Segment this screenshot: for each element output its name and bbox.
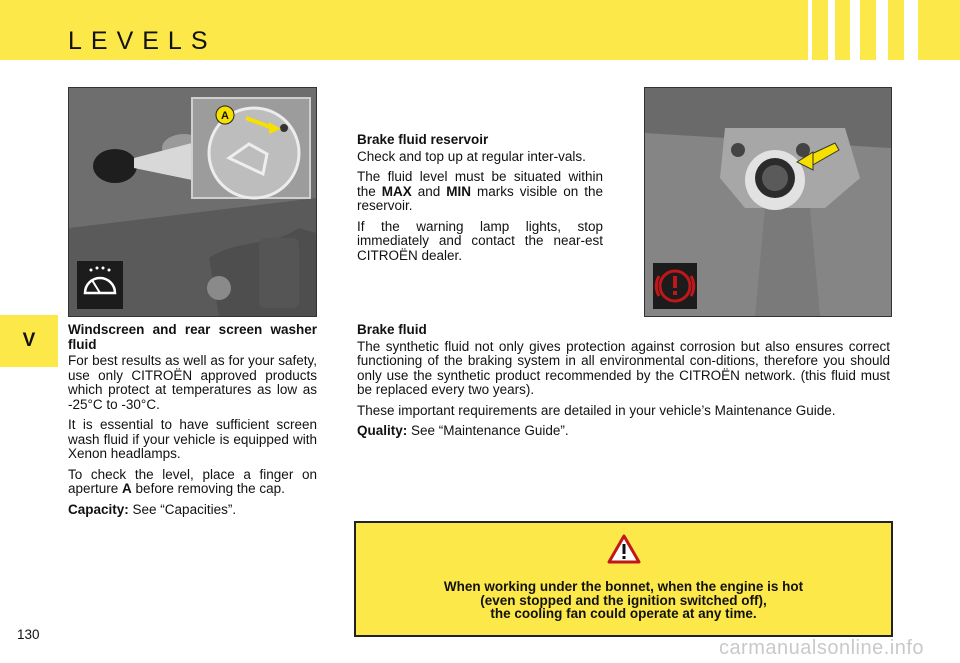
washer-fluid-p2: It is essential to have sufficient screen wash fluid if your vehicle is equipped with Xenon headlamps. [68,417,317,461]
brake-warning-icon [653,263,697,309]
brake-reservoir-p3: If the warning lamp lights, stop immediately and contact the near-est CITROËN dealer. [357,218,603,263]
brake-fluid-quality: Quality: See “Maintenance Guide”. [357,423,569,438]
header-stripes [808,0,938,60]
brake-fluid-section [357,323,890,445]
washer-fluid-p1: For best results as well as for your safety, use only CITROËN approved products which protect at temperatures as low as -25°C to -30°C. [68,353,317,412]
brake-reservoir-p1: Check and top up at regular inter-vals. [357,148,586,164]
brake-fluid-p1: The synthetic fluid not only gives protection against corrosion but also ensures correct functioning of the braking system in all environmental con-ditions, therefore you should only use the synthetic product recommended by the CITROËN network. (this fluid must be replaced every two years). [357,338,890,397]
warning-text: When working under the bonnet, when the engine is hot (even stopped and the ignition switched off), the cooling fan could operate at any time. [443,579,804,621]
brake-fluid-heading: Brake fluid [357,322,427,337]
brake-fluid-p2: These important requirements are detailed in your vehicle’s Maintenance Guide. [357,402,836,418]
brake-reservoir-section [357,133,603,269]
washer-fluid-p3: To check the level, place a finger on aperture A before removing the cap. [68,466,317,496]
brake-reservoir-heading: Brake fluid reservoir [357,132,489,147]
washer-fluid-icon [77,261,123,309]
aperture-letter: A [122,481,132,496]
page-title: LEVELS [68,27,217,55]
min-mark: MIN [446,183,471,199]
page-number: 130 [17,627,40,642]
section-tab: V [0,315,58,367]
warning-triangle-icon [607,534,641,564]
washer-reservoir-photo [68,87,317,317]
watermark: carmanualsonline.info [718,637,924,659]
washer-fluid-heading: Windscreen and rear screen washer fluid [68,322,317,352]
warning-box [354,521,893,637]
brake-reservoir-p2: The fluid level must be situated within the MAX and MIN marks visible on the reservoir. [357,169,603,213]
washer-fluid-section [68,323,317,523]
brake-reservoir-photo [644,87,892,317]
washer-capacity: Capacity: See “Capacities”. [68,501,237,517]
max-mark: MAX [381,183,412,199]
callout-letter-a: A [221,110,229,122]
